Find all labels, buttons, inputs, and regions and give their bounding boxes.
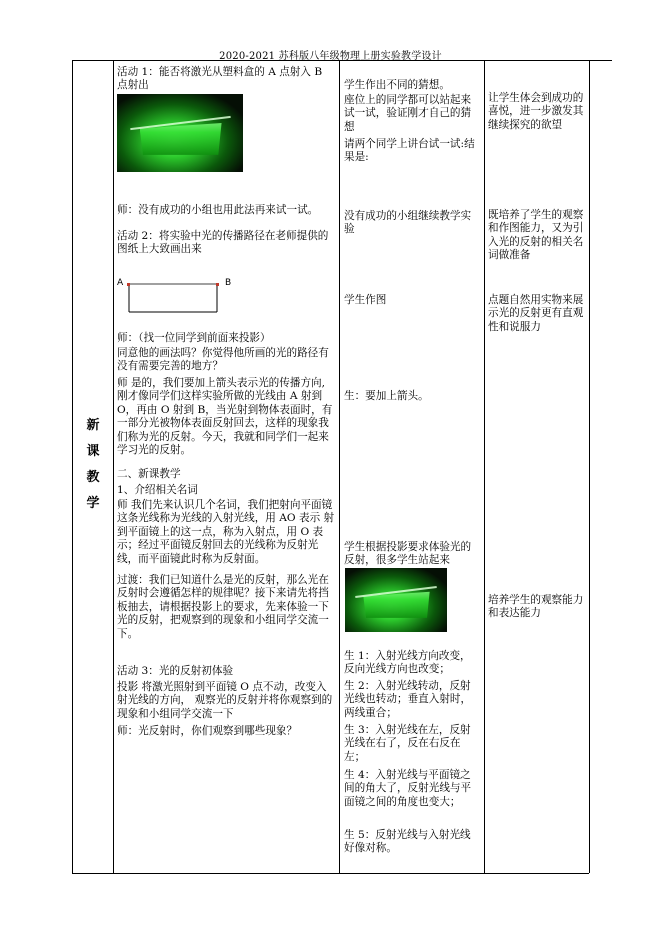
diagram-label-b: B — [225, 278, 232, 288]
student-line-8: 生 1：入射光线方向改变，反向光线方向也改变； — [344, 650, 471, 676]
activity2-text: 活动 2：将实验中光的传播路径在老师提供的图纸上大致画出来 — [117, 230, 329, 256]
intent-line-3: 点题自然用实物来展示光的反射更有直观性和说服力 — [488, 294, 584, 333]
intent-line-1: 让学生体会到成功的喜悦，进一步激发其继续探究的欲望 — [488, 92, 584, 131]
student-line-6: 生：要加上箭头。 — [344, 390, 429, 402]
activity1-text: 活动 1：能否将激光从塑料盒的 A 点射入 B 点射出 — [117, 66, 323, 92]
teacher-line-5: 师 我们先来认识几个名词，我们把射向平面镜这条光线称为光线的入射光线，用 AO 表示 射到平面镜上的这一点，称为入射点，用 O 表示；经过平面镜反射回去的光线称为反射光线，而平面镜此时称为反射面。 — [117, 499, 335, 565]
teacher-line-1: 师：没有成功的小组也用此法再来试一试。 — [117, 204, 319, 216]
student-line-9: 生 2：入射光线转动，反射光线也转动；垂直入射时，两线重合； — [344, 680, 472, 719]
intent-line-2: 既培养了学生的观察和作图能力，又为引入光的反射的相关名词做准备 — [488, 209, 584, 262]
student-laser-photo — [345, 568, 447, 632]
student-line-4: 没有成功的小组继续教学实验 — [344, 210, 472, 236]
student-line-10: 生 3：入射光线在左，反射光线在右了，反在右反在左； — [344, 724, 471, 763]
section2-heading: 二、新课教学 — [117, 468, 181, 480]
teacher-line-2: 师：（找一位同学到前面来投影） — [117, 332, 271, 344]
student-line-2: 座位上的同学都可以站起来试一试，验证刚才自己的猜想 — [344, 94, 472, 133]
student-line-7: 学生根据投影要求体验光的反射，很多学生站起来 — [344, 541, 472, 567]
side-char: 课 — [86, 444, 100, 459]
side-char: 教 — [86, 470, 100, 485]
side-char: 新 — [86, 418, 100, 433]
section2-1-heading: 1、介绍相关名词 — [117, 484, 198, 496]
header-rule — [72, 60, 612, 61]
light-path-diagram — [117, 274, 237, 318]
student-line-5: 学生作图 — [344, 294, 387, 306]
side-char: 学 — [86, 496, 100, 511]
page-header: 2020-2021 苏科版八年级物理上册实验教学设计 — [219, 51, 442, 62]
intent-line-4: 培养学生的观察能力和表达能力 — [488, 594, 584, 620]
laser-box-photo — [117, 94, 243, 172]
table-border-right — [589, 61, 590, 873]
table-divider-3 — [484, 61, 485, 873]
teacher-line-8: 师：光反射时，你们观察到哪些现象？ — [117, 725, 298, 737]
teacher-line-7: 投影 将激光照射到平面镜 O 点不动，改变入射光线的方向， 观察光的反射并将你观察到的现象和小组同学交流一下 — [117, 681, 333, 720]
student-line-11: 生 4：入射光线与平面镜之间的角大了，反射光线与平面镜之间的角度也变大； — [344, 769, 472, 808]
student-line-12: 生 5：反射光线与入射光线好像对称。 — [344, 829, 471, 855]
teacher-line-6: 过渡：我们已知道什么是光的反射，那么光在反射时会遵循怎样的规律呢？接下来请先将挡板抽去，请根据投影上的要求，先来体验一下光的反射，把观察到的现象和小组同学交流一下。 — [117, 574, 329, 640]
section-side-label — [73, 413, 113, 517]
teacher-line-4: 师 是的，我们要加上箭头表示光的传播方向,刚才像同学们这样实验所做的光线由 A 射到 O，再由 O 射到 B，当光射到物体表面时，有一部分光被物体表面反射回去，这样的现象我们称为光的反射。今天，我就和同学们一起来学习光的反射。 — [117, 377, 333, 457]
student-line-1: 学生作出不同的猜想。 — [344, 79, 450, 91]
activity3-text: 活动 3：光的反射初体验 — [117, 665, 234, 677]
student-line-3: 请两个同学上讲台试一试:结果是: — [344, 138, 475, 164]
table-divider-2 — [339, 61, 340, 873]
diagram-label-a: A — [117, 278, 124, 288]
table-bottom-rule — [72, 873, 589, 874]
teacher-line-3: 同意他的画法吗？你觉得他所画的光的路径有没有需要完善的地方？ — [117, 347, 329, 373]
table-divider-1 — [113, 61, 114, 873]
